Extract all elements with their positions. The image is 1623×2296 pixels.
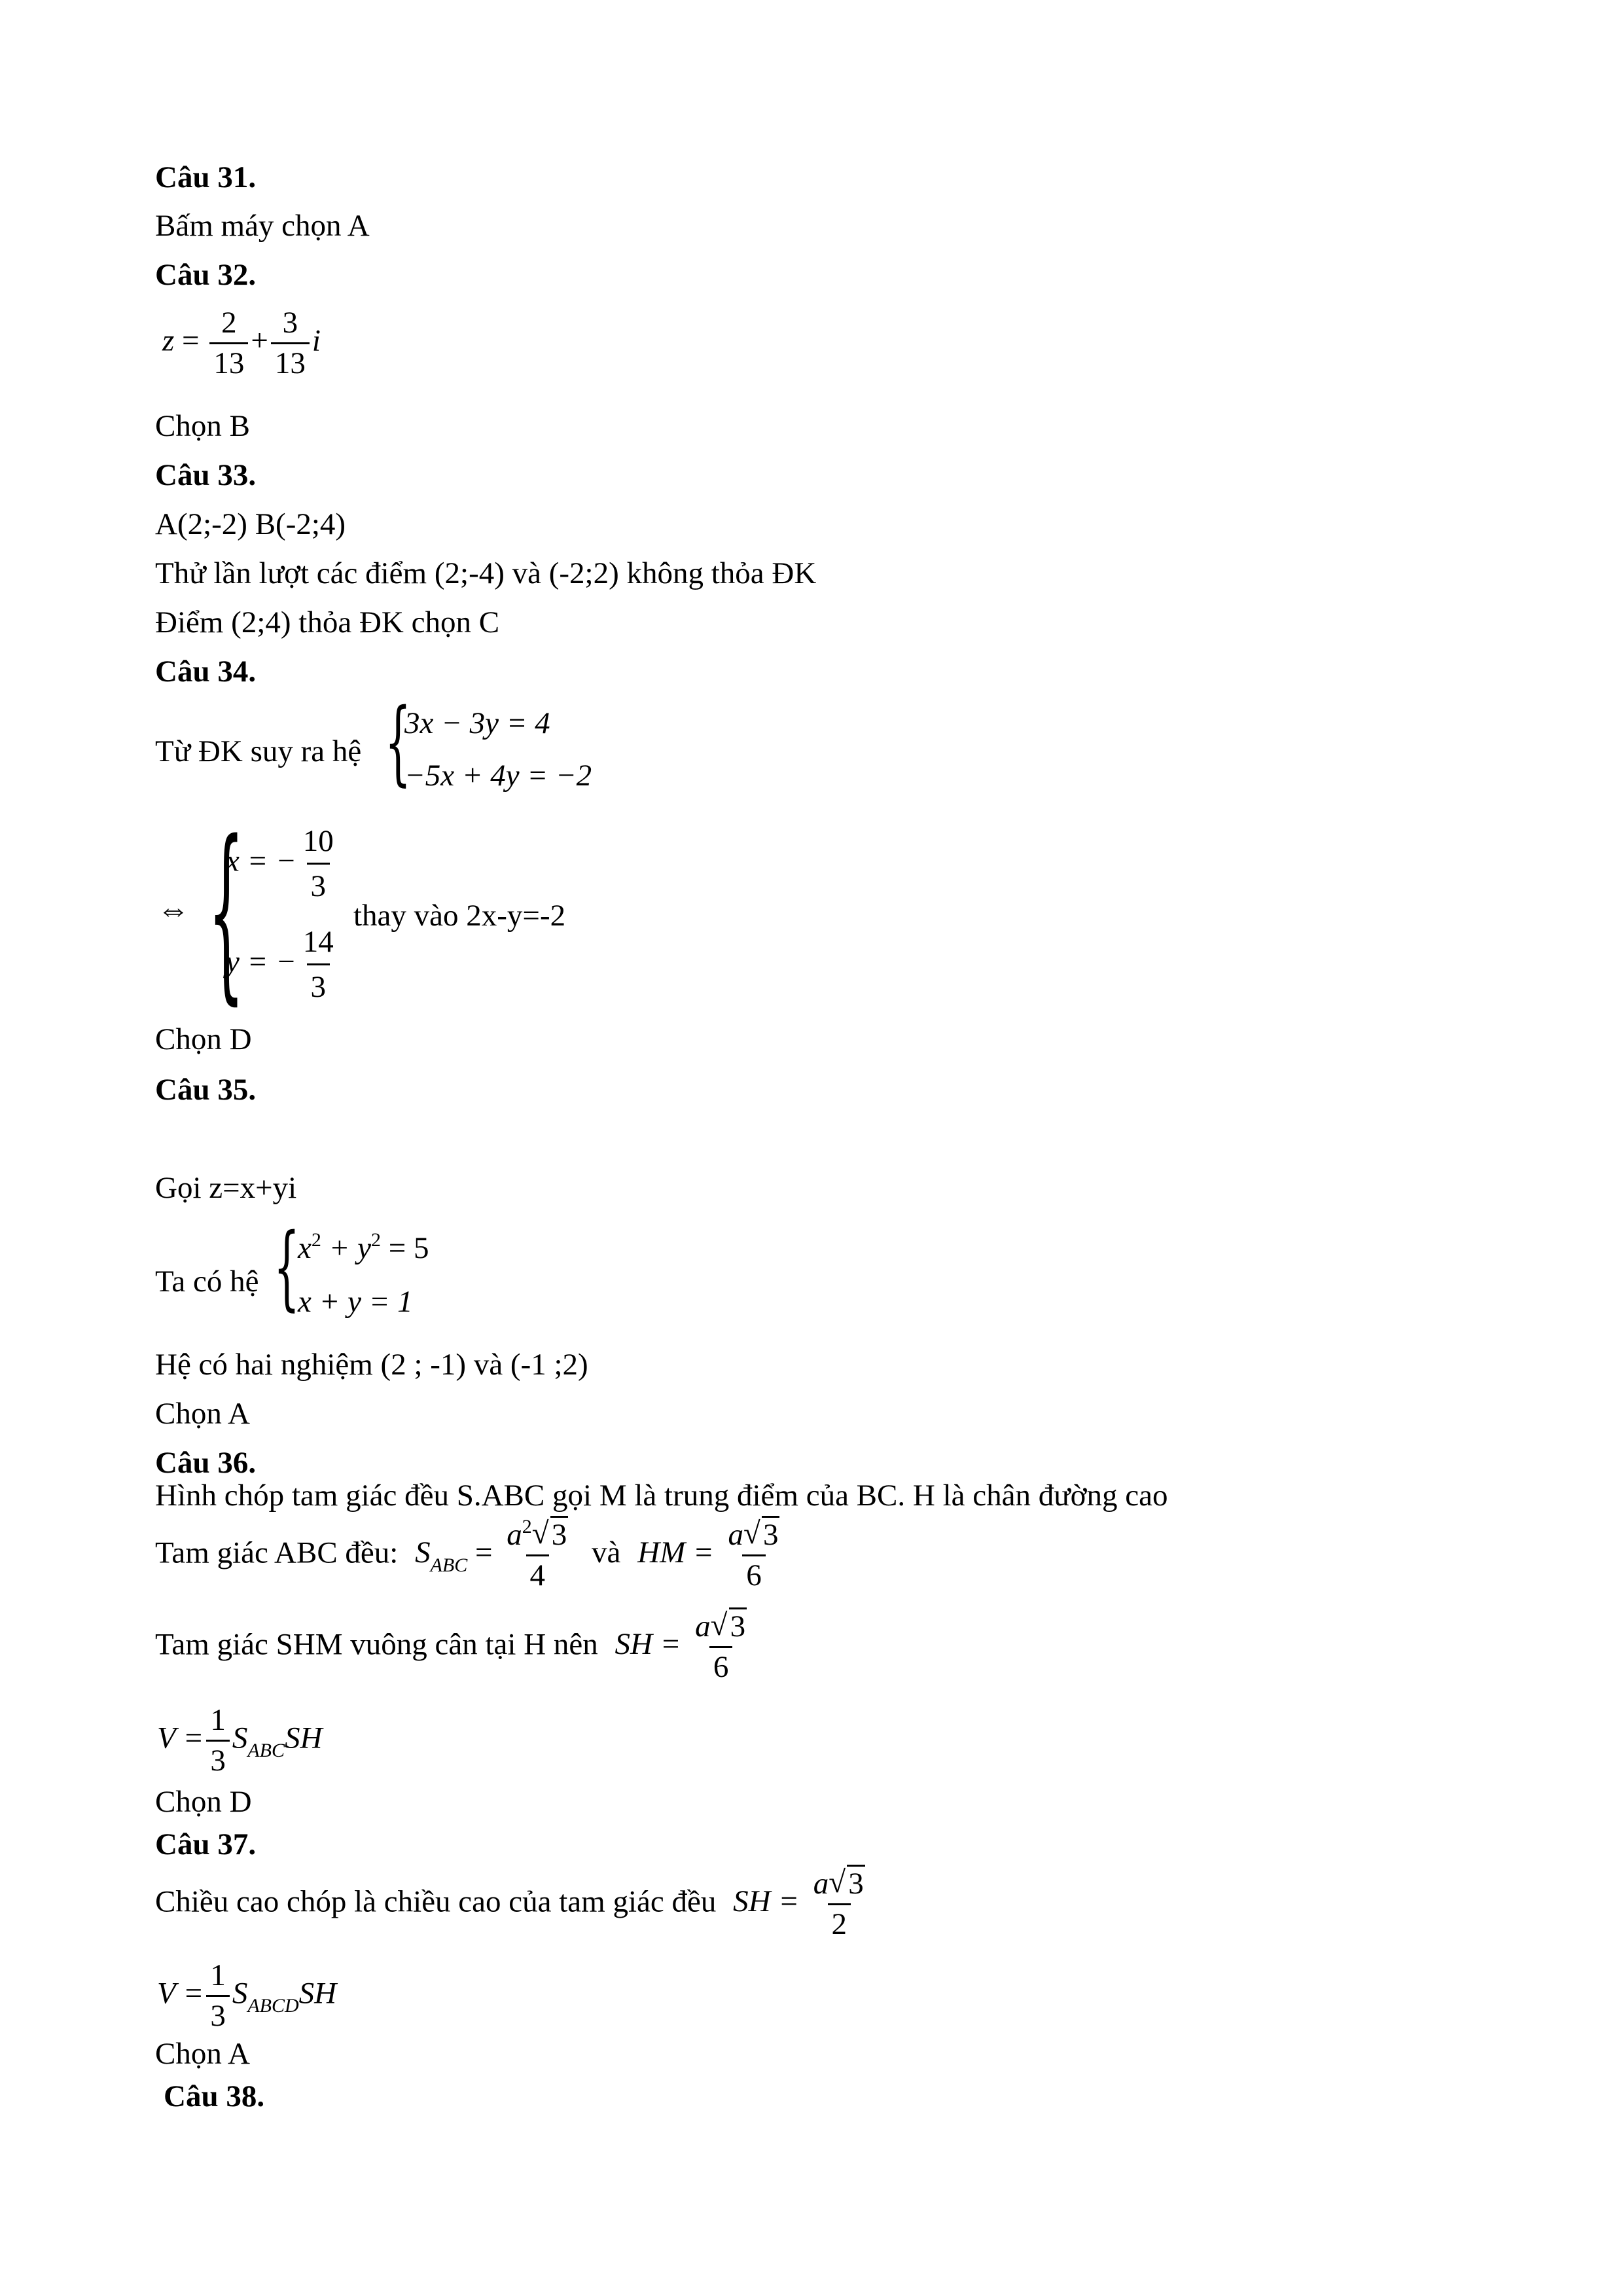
- q33-title: Câu 33.: [155, 458, 257, 492]
- q32-title: Câu 32.: [155, 258, 257, 292]
- q34-iff-symbol: ⇔: [157, 891, 190, 927]
- q34-choose: Chọn D: [155, 1022, 252, 1056]
- q32-choose: Chọn B: [155, 409, 250, 443]
- q33-line1: A(2;-2) B(-2;4): [155, 507, 346, 541]
- q33-line2: Thử lần lượt các điểm (2;-4) và (-2;2) không thỏa ĐK: [155, 556, 817, 590]
- q36-volume-formula: V = $\frac{1}{3}$ $S_{ABC}SH$: [157, 1703, 323, 1778]
- q34-solution-brace: {: [208, 801, 245, 1022]
- q35-call: Gọi z=x+yi: [155, 1171, 297, 1205]
- q35-choose: Chọn A: [155, 1397, 250, 1431]
- q36-line2: Tam giác ABC đều: $S_{ABC}$ = $\frac{a^2√ 3}{4}$ và HM = $\frac{a√ 3}{6}$: [155, 1520, 786, 1591]
- q38-title: Câu 38.: [164, 2079, 265, 2113]
- q34-system-eq2: −5x + 4y = −2: [404, 759, 592, 793]
- q34-substitute: thay vào 2x-y=-2: [353, 899, 566, 933]
- q35-lead: Ta có hệ: [155, 1265, 259, 1299]
- q34-system-brace: {: [385, 689, 412, 796]
- q35-system-brace: {: [274, 1214, 300, 1321]
- q35-solutions: Hệ có hai nghiệm (2 ; -1) và (-1 ;2): [155, 1348, 588, 1382]
- q37-volume-formula: V = $\frac{1}{3}$ $S_{ABCD}SH$: [157, 1958, 337, 2033]
- q36-line1: Hình chóp tam giác đều S.ABC gọi M là trung điểm của BC. H là chân đường cao: [155, 1479, 1168, 1513]
- q34-system-eq1: 3x − 3y = 4: [404, 706, 550, 740]
- q33-line3: Điểm (2;4) thỏa ĐK chọn C: [155, 605, 500, 639]
- q36-title: Câu 36.: [155, 1446, 257, 1480]
- q36-line3: Tam giác SHM vuông cân tại H nên SH = $\frac{a√ 3}{6}$: [155, 1611, 753, 1683]
- q34-y-solution: y = − $\frac{14}{3}$: [226, 925, 334, 1004]
- q31-title: Câu 31.: [155, 160, 257, 194]
- q34-x-solution: x = − $\frac{10}{3}$: [226, 824, 334, 903]
- q37-line1: Chiều cao chóp là chiều cao của tam giác đều SH = $\frac{a√ 3}{2}$: [155, 1869, 872, 1940]
- q36-choose: Chọn D: [155, 1785, 252, 1819]
- q35-title: Câu 35.: [155, 1073, 257, 1107]
- q35-system-eq2: x + y = 1: [298, 1285, 413, 1319]
- q34-lead: Từ ĐK suy ra hệ: [155, 734, 362, 768]
- q37-choose: Chọn A: [155, 2037, 250, 2071]
- q37-title: Câu 37.: [155, 1827, 257, 1861]
- q31-text: Bấm máy chọn A: [155, 209, 370, 243]
- q35-system-eq1: $x^2 + y^2 = 5$: [298, 1229, 429, 1265]
- q32-equation: z = $\frac{2}{13}$ + $\frac{3}{13}$ i: [162, 306, 321, 380]
- q34-title: Câu 34.: [155, 655, 257, 689]
